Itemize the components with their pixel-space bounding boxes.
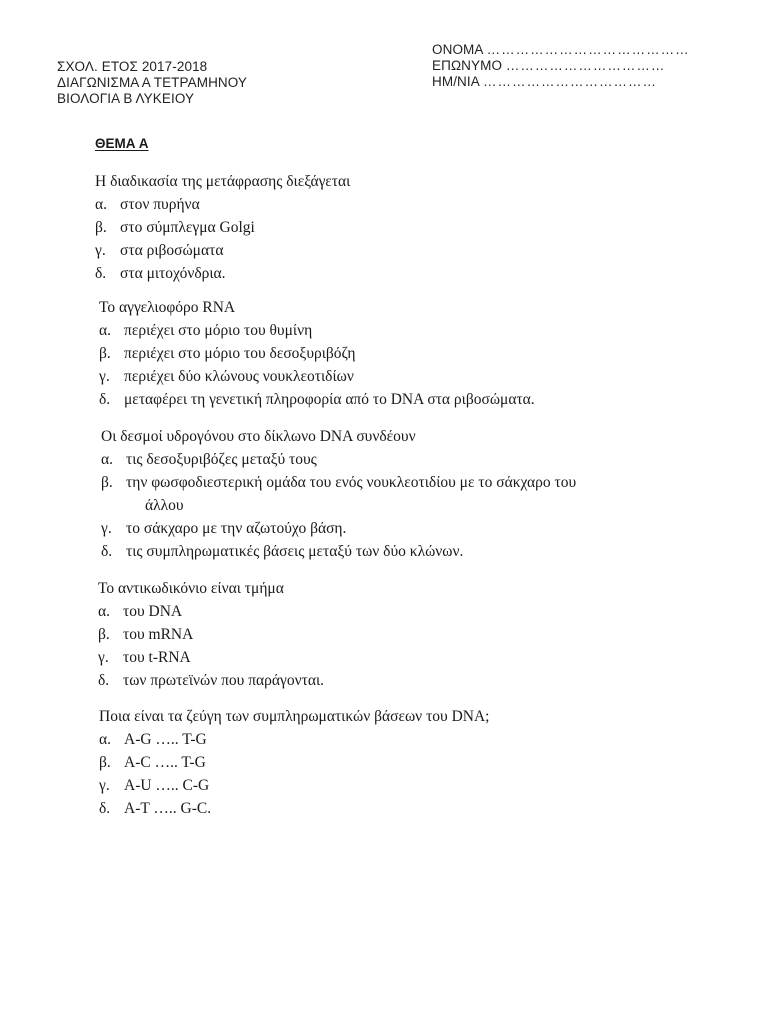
- section-title: ΘΕΜΑ Α: [95, 136, 149, 151]
- question-1: [95, 170, 350, 285]
- option-a: α. A-G ….. T-G: [99, 731, 207, 748]
- option-d: δ. μεταφέρει τη γενετική πληροφορία από το DNA στα ριβοσώματα.: [99, 391, 535, 408]
- question-3: [101, 425, 576, 563]
- exam-title: ΔΙΑΓΩΝΙΣΜΑ Α ΤΕΤΡΑΜΗΝΟΥ: [57, 75, 248, 90]
- option-a: α. τις δεσοξυριβόζες μεταξύ τους: [101, 451, 317, 468]
- option-b: β. την φωσφοδιεστερική ομάδα του ενός νουκλεοτιδίου με το σάκχαρο του: [101, 474, 577, 491]
- exam-info-block: [57, 59, 247, 107]
- option-d: δ. A-T ….. G-C.: [99, 800, 212, 817]
- option-a: α. του DNA: [98, 603, 183, 620]
- question-stem: Το αντικωδικόνιο είναι τμήμα: [98, 580, 284, 597]
- option-a: α. περιέχει στο μόριο του θυμίνη: [99, 322, 313, 339]
- option-c: γ. του t-RNA: [98, 649, 191, 666]
- surname-blank: ……………………………: [505, 58, 666, 73]
- surname-label: ΕΠΩΝΥΜΟ: [432, 58, 503, 73]
- option-c: γ. A-U ….. C-G: [99, 777, 210, 794]
- option-b: β. περιέχει στο μόριο του δεσοξυριβόζη: [99, 345, 356, 362]
- date-blank: ………………………………: [482, 74, 657, 89]
- option-c: γ. περιέχει δύο κλώνους νουκλεοτιδίων: [99, 368, 354, 385]
- option-a: α. στον πυρήνα: [95, 196, 200, 213]
- option-d: δ. στα μιτοχόνδρια.: [95, 265, 226, 282]
- option-d: δ. των πρωτεϊνών που παράγονται.: [98, 672, 325, 689]
- question-2: [99, 296, 535, 411]
- school-year: ΣΧΟΛ. ΕΤΟΣ 2017-2018: [57, 59, 208, 74]
- question-stem: Οι δεσμοί υδρογόνου στο δίκλωνο DNA συνδέουν: [101, 428, 416, 445]
- date-field: [432, 74, 690, 90]
- option-c: γ. το σάκχαρο με την αζωτούχο βάση.: [101, 520, 347, 537]
- option-b-continuation: άλλου: [145, 497, 184, 514]
- date-label: ΗΜ/ΝΙΑ: [432, 74, 480, 89]
- question-stem: Η διαδικασία της μετάφρασης διεξάγεται: [95, 173, 351, 190]
- name-blank: ……………………………………: [486, 42, 690, 57]
- option-b: β. A-C ….. T-G: [99, 754, 206, 771]
- question-stem: Το αγγελιοφόρο RNA: [99, 299, 236, 316]
- student-info-block: [432, 42, 690, 90]
- option-d: δ. τις συμπληρωματικές βάσεις μεταξύ των δύο κλώνων.: [101, 543, 464, 560]
- option-c: γ. στα ριβοσώματα: [95, 242, 224, 259]
- question-5: [99, 705, 489, 820]
- question-4: [98, 577, 324, 692]
- name-label: ΟΝΟΜΑ: [432, 42, 483, 57]
- question-stem: Ποια είναι τα ζεύγη των συμπληρωματικών βάσεων του DNA;: [99, 708, 490, 725]
- name-field: [432, 42, 690, 58]
- surname-field: [432, 58, 690, 74]
- course-name: ΒΙΟΛΟΓΙΑ Β ΛΥΚΕΙΟΥ: [57, 91, 195, 106]
- option-b: β. στο σύμπλεγμα Golgi: [95, 219, 255, 236]
- option-b: β. του mRNA: [98, 626, 194, 643]
